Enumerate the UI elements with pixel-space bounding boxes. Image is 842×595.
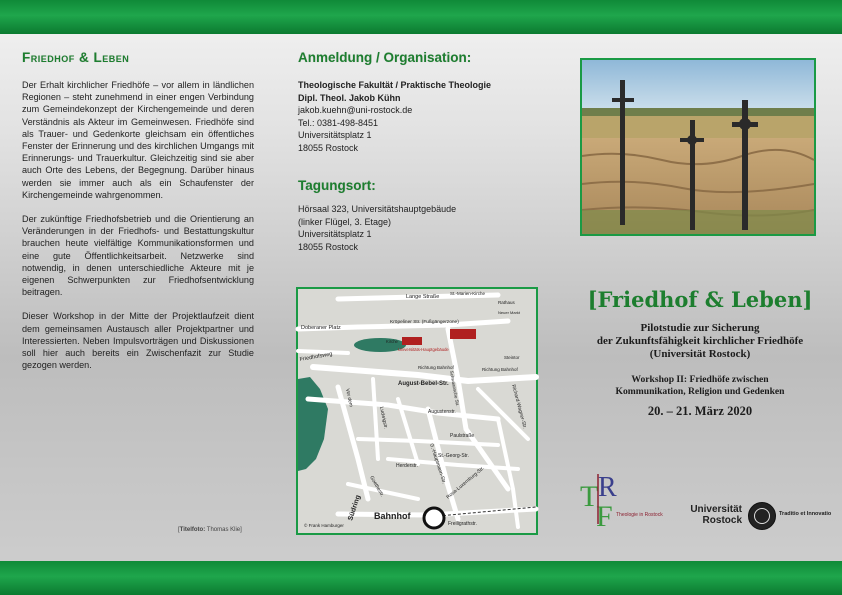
label-ludwigstr: Ludwigstr. xyxy=(378,406,389,430)
intro-paragraph: Der Erhalt kirchlicher Friedhöfe – vor allem in ländlichen Regionen – steht zunehmend in einer engen Verbindung zum Gemeindekonzept der Kirchengemeinde und deren Verständnis als Akteur im Gemeinwesen. Friedhöfe sind als Trauer- und Gedenkorte gleichsam ein öffentliches Fenster der Erinnerung und des kirchlichen Umgangs mit Erinnerungs- und Trauerkultur. Gleichzeitig sind sie aber auch Orte des Lebens, der Begegnung. Darüber hinaus werden sie immer auch als ein Schaufenster der Kirchengemeinde wahrgenommen. xyxy=(22,80,254,200)
registration-heading: Anmeldung / Organisation: xyxy=(298,50,472,65)
label-richtung-bahnhof-2: Richtung Bahnhof xyxy=(482,367,518,372)
contact-email[interactable]: jakob.kuehn@uni-rostock.de xyxy=(298,105,413,115)
svg-text:F: F xyxy=(596,500,613,533)
university-seal-icon xyxy=(748,502,776,530)
label-august-bebel: August-Bebel-Str. xyxy=(398,381,449,387)
contact-street: Universitätsplatz 1 xyxy=(298,130,372,140)
theology-faculty-logo xyxy=(580,468,663,533)
label-st-georg: St.-Georg-Str. xyxy=(438,453,469,459)
label-richtung-bahnhof-1: Richtung Bahnhof xyxy=(418,365,454,370)
bottom-green-band xyxy=(0,561,842,595)
future-paragraph: Der zukünftige Friedhofsbetrieb und die Orientierung an Veränderungen in der Friedhofs- und Bestattungskultur brauchen heute vielfältige Kommunikationsformen und eine gute Öffentlichkeitsarbeit. Netzwerke sind notwendig, in denen unterschiedliche Akteure mit je eigenen Schwerpunkten zur Friedhofsentwicklung beitragen. xyxy=(22,214,254,298)
label-richard-wagner: Richard-Wagner-Str. xyxy=(510,383,528,430)
label-hauptgebaeude: Universitäts-Hauptgebäude xyxy=(398,347,449,352)
map-svg xyxy=(298,289,536,533)
cover-photo xyxy=(580,58,816,236)
label-friedhofsweg: Friedhofsweg xyxy=(299,351,333,363)
venue-floor: (linker Flügel, 3. Etage) xyxy=(298,216,392,227)
label-st-marien: St.-Marien-Kirche xyxy=(450,291,486,296)
university-name: Universität Rostock xyxy=(690,504,742,526)
label-vor-dem: Vor dem xyxy=(344,388,354,408)
university-logo xyxy=(680,502,832,530)
label-schwaansche: Schwaansche Str. xyxy=(449,370,461,407)
venue-street: Universitätsplatz 1 xyxy=(298,229,372,239)
contact-phone: Tel.: 0381-498-8451 xyxy=(298,117,379,128)
university-building xyxy=(450,329,476,339)
contact-city: 18055 Rostock xyxy=(298,142,359,153)
city-map xyxy=(296,287,538,535)
subtitle-block xyxy=(578,322,822,361)
main-title: [Friedhof & Leben] xyxy=(587,287,813,312)
label-neuer-markt: Neuer Markt xyxy=(498,310,521,315)
workshop-block xyxy=(578,374,822,398)
svg-text:R: R xyxy=(598,472,617,503)
station-marker xyxy=(424,508,444,528)
workshop-line-1: Workshop II: Friedhöfe zwischen xyxy=(631,374,769,385)
label-copyright: © Frank Hamburger xyxy=(304,523,344,528)
label-rathaus: Rathaus xyxy=(498,300,515,305)
label-goethestr: Goethestr. xyxy=(368,475,386,498)
label-doberaner: Doberaner Platz xyxy=(301,325,341,331)
left-heading: Friedhof & Leben xyxy=(22,50,130,65)
label-steintor: Steintor xyxy=(504,355,520,360)
label-augustenstr: Augustenstr. xyxy=(428,409,456,415)
label-rosa: Rosa-Luxemburg-Str. xyxy=(445,465,486,501)
label-paulstrasse: Paulstraße xyxy=(450,433,475,439)
event-date: 20. – 21. März 2020 xyxy=(647,404,753,418)
university-motto: Traditio et Innovatio xyxy=(779,511,832,517)
workshop-paragraph: Dieser Workshop in der Mitte der Projektlaufzeit dient dem gemeinsamen Austausch aller Projektpartner und Interessierten. Neben Impulsvorträgen und Diskussionen soll hier auch bereits ein Zwischenfazit zur Studie gezogen werden. xyxy=(22,311,254,371)
label-suedring: Südring xyxy=(347,494,363,522)
organisation-block xyxy=(298,79,536,154)
middle-column xyxy=(298,50,536,253)
venue-room: Hörsaal 323, Universitätshauptgebäude xyxy=(298,204,457,214)
label-kroepeliner: Kröpeliner Str. (Fußgängerzone) xyxy=(390,320,459,325)
subtitle-line-2: der Zukunftsfähigkeit kirchlicher Friedhöfe xyxy=(596,335,804,347)
cemetery-photo xyxy=(582,60,814,234)
photo-credit: [Titelfoto: Thomas Klie] xyxy=(178,527,242,533)
subtitle-line-3: (Universität Rostock) xyxy=(649,348,751,360)
contact-name: Dipl. Theol. Jakob Kühn xyxy=(298,92,401,103)
workshop-line-2: Kommunikation, Religion und Gedenken xyxy=(615,386,785,397)
label-herderstr: Herderstr. xyxy=(396,463,418,469)
svg-text:T: T xyxy=(580,480,599,513)
venue-heading: Tagungsort: xyxy=(298,178,376,193)
tf-logo-text: Theologie in Rostock xyxy=(616,512,663,518)
label-kirche: Kirche xyxy=(386,339,398,344)
label-bahnhof: Bahnhof xyxy=(374,511,411,521)
church-building xyxy=(402,337,422,345)
subtitle-line-1: Pilotstudie zur Sicherung xyxy=(640,322,760,334)
label-hauptmann: G.-Hauptmann-Str. xyxy=(428,442,447,485)
label-lange: Lange Straße xyxy=(406,294,440,300)
label-freiligrath: Freiligrathstr. xyxy=(448,521,477,527)
top-green-band xyxy=(0,0,842,34)
faculty-line: Theologische Fakultät / Praktische Theologie xyxy=(298,80,492,90)
venue-city: 18055 Rostock xyxy=(298,241,359,252)
left-column xyxy=(22,50,254,383)
